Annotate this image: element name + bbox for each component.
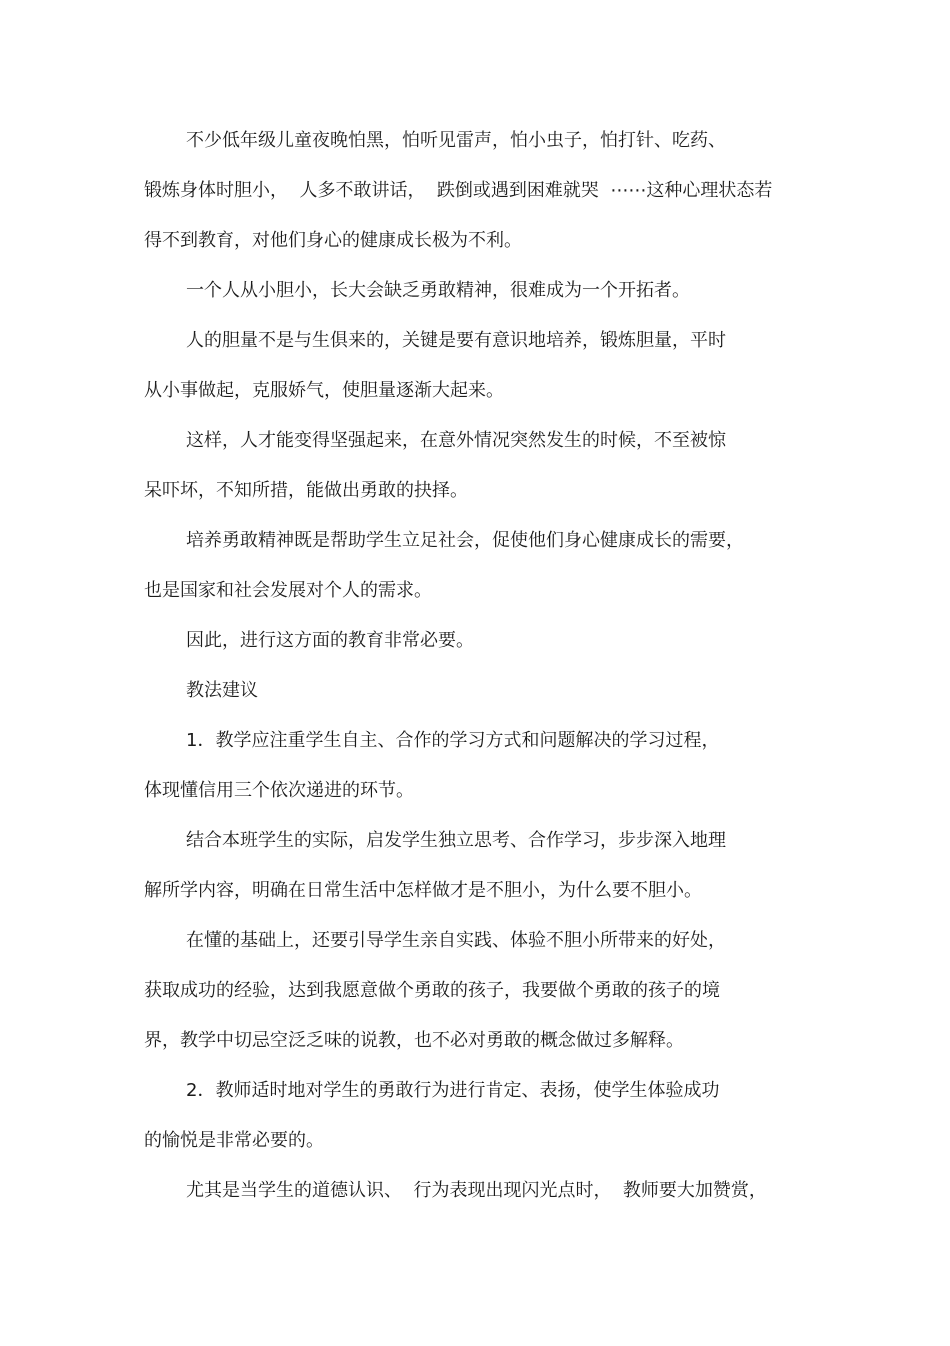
paragraph-line: 获取成功的经验，达到我愿意做个勇敢的孩子，我要做个勇敢的孩子的境 <box>144 980 720 1001</box>
paragraph-line: 界，教学中切忌空泛乏味的说教，也不必对勇敢的概念做过多解释。 <box>144 1030 684 1051</box>
paragraph-line: 2．教师适时地对学生的勇敢行为进行肯定、表扬，使学生体验成功 <box>186 1080 720 1101</box>
paragraph-line: 因此，进行这方面的教育非常必要。 <box>186 630 474 651</box>
paragraph-line: 也是国家和社会发展对个人的需求。 <box>144 580 432 601</box>
paragraph-line: 1．教学应注重学生自主、合作的学习方式和问题解决的学习过程， <box>186 730 720 751</box>
paragraph-line: 培养勇敢精神既是帮助学生立足社会，促使他们身心健康成长的需要， <box>186 530 744 551</box>
paragraph-line: 呆吓坏，不知所措，能做出勇敢的抉择。 <box>144 480 468 501</box>
paragraph-line: 从小事做起，克服娇气，使胆量逐渐大起来。 <box>144 380 504 401</box>
paragraph-line: 这样，人才能变得坚强起来，在意外情况突然发生的时候，不至被惊 <box>186 430 726 451</box>
paragraph-line: 在懂的基础上，还要引导学生亲自实践、体验不胆小所带来的好处， <box>186 930 726 951</box>
paragraph-line: 人的胆量不是与生俱来的，关键是要有意识地培养，锻炼胆量，平时 <box>186 330 726 351</box>
paragraph-line: 不少低年级儿童夜晚怕黑，怕听见雷声，怕小虫子，怕打针、吃药、 <box>186 130 726 151</box>
paragraph-line: 尤其是当学生的道德认识、 行为表现出现闪光点时， 教师要大加赞赏， <box>186 1180 767 1201</box>
paragraph-line: 得不到教育，对他们身心的健康成长极为不利。 <box>144 230 522 251</box>
paragraph-line: 体现懂信用三个依次递进的环节。 <box>144 780 414 801</box>
paragraph-line: 解所学内容，明确在日常生活中怎样做才是不胆小，为什么要不胆小。 <box>144 880 702 901</box>
paragraph-line: 的愉悦是非常必要的。 <box>144 1130 324 1151</box>
paragraph-line: 锻炼身体时胆小， 人多不敢讲话， 跌倒或遇到困难就哭 ⋯⋯这种心理状态若 <box>144 180 773 201</box>
paragraph-line: 结合本班学生的实际，启发学生独立思考、合作学习，步步深入地理 <box>186 830 726 851</box>
section-heading: 教法建议 <box>186 680 258 701</box>
paragraph-line: 一个人从小胆小，长大会缺乏勇敢精神，很难成为一个开拓者。 <box>186 280 690 301</box>
